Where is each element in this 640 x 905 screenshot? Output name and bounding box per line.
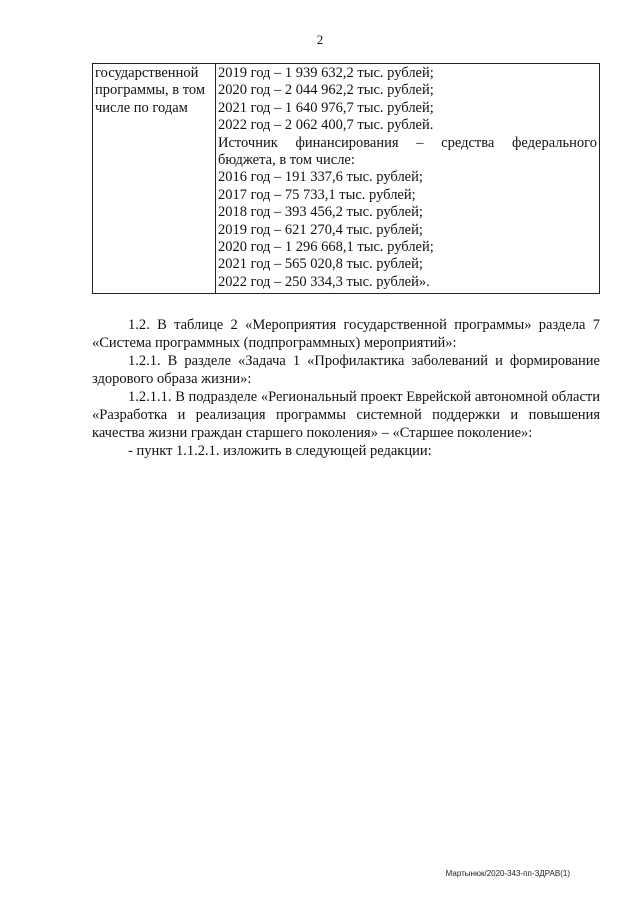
paragraph: 1.2. В таблице 2 «Мероприятия государственной программы» раздела 7 «Система программных (подпрограммных) мероприятий»: [92,317,600,351]
amount-line: 2022 год – 2 062 400,7 тыс. рублей. [218,117,434,134]
page-number: 2 [316,32,324,47]
amount-line: 2018 год – 393 456,2 тыс. рублей; [218,204,423,221]
table-row [93,64,600,294]
table-values-cell [216,64,600,294]
label-line: государственной [95,65,199,81]
label-line: числе по годам [95,99,188,116]
amount-line: 2021 год – 1 640 976,7 тыс. рублей; [218,99,434,116]
amount-line: 2020 год – 2 044 962,2 тыс. рублей; [218,82,434,99]
amount-line: 2017 год – 75 733,1 тыс. рублей; [218,186,416,203]
amount-line: 2016 год – 191 337,6 тыс. рублей; [218,169,423,186]
amount-line: 2022 год – 250 334,3 тыс. рублей». [218,273,430,290]
source-line: бюджета, в том числе: [218,152,355,169]
paragraph: 1.2.1.1. В подразделе «Региональный проект Еврейской автономной области «Разработка и реализация программы системной поддержки и повышения качества жизни граждан старшего поколения» – «Старшее поколение»: [92,389,600,441]
body-text [92,316,600,460]
amount-line: 2019 год – 621 270,4 тыс. рублей; [218,221,423,238]
amount-line: 2021 год – 565 020,8 тыс. рублей; [218,256,423,273]
source-line: Источник финансирования – средства федерального [218,134,597,151]
label-line: программы, в том [95,82,206,99]
paragraph: 1.2.1. В разделе «Задача 1 «Профилактика заболеваний и формирование здорового образа жизни»: [92,353,600,387]
paragraph: - пункт 1.1.2.1. изложить в следующей редакции: [128,443,432,459]
amount-line: 2020 год – 1 296 668,1 тыс. рублей; [218,239,434,256]
document-code: Мартынюк/2020-343-пп-ЗДРАВ(1) [445,869,570,878]
financing-table [92,63,600,294]
amount-line: 2019 год – 1 939 632,2 тыс. рублей; [218,65,434,81]
table-label-cell [93,64,216,294]
